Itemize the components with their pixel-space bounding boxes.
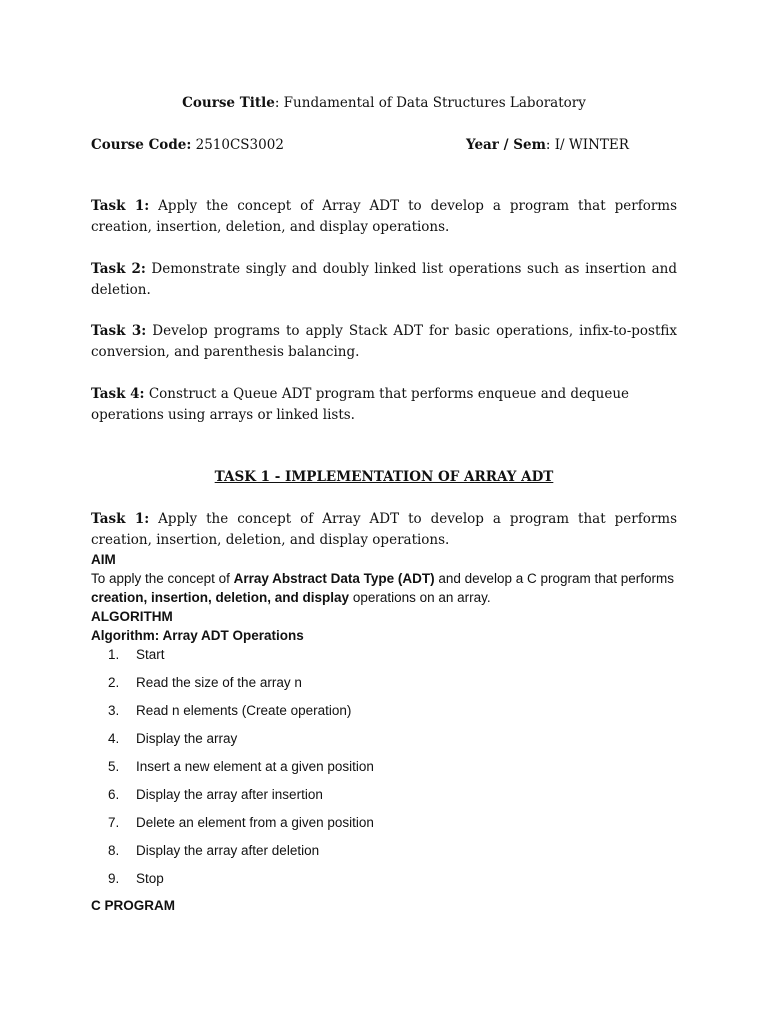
- algorithm-step: [108, 701, 374, 729]
- year-sem-label: Year / Sem: [466, 137, 546, 153]
- algorithm-step: [108, 785, 374, 813]
- aim-text: [91, 569, 691, 607]
- step-number: 6.: [108, 787, 120, 802]
- task-4-label: Task 4:: [91, 386, 145, 402]
- aim-text-bold-2: creation, insertion, deletion, and display: [91, 590, 350, 605]
- step-number: 9.: [108, 871, 120, 886]
- step-number: 2.: [108, 675, 120, 690]
- algorithm-step: [108, 729, 374, 757]
- step-text: Start: [136, 647, 165, 662]
- step-number: 7.: [108, 815, 120, 830]
- task-2-label: Task 2:: [91, 261, 146, 277]
- step-text: Display the array after insertion: [136, 787, 323, 802]
- step-number: 5.: [108, 759, 120, 774]
- algorithm-step: [108, 673, 374, 701]
- section-task-label: Task 1:: [91, 511, 150, 527]
- task-2-paragraph: [91, 259, 677, 301]
- step-text: Read n elements (Create operation): [136, 703, 352, 718]
- task-1-paragraph: [91, 196, 677, 238]
- task-3-label: Task 3:: [91, 323, 147, 339]
- course-title-line: [0, 93, 768, 114]
- section-heading: [0, 467, 768, 488]
- course-title-label: Course Title: [182, 95, 275, 111]
- algorithm-heading: ALGORITHM: [91, 609, 173, 624]
- year-sem-value: : I/ WINTER: [545, 137, 629, 153]
- algorithm-step: [108, 841, 374, 869]
- algorithm-subheading: Algorithm: Array ADT Operations: [91, 628, 304, 643]
- step-text: Delete an element from a given position: [136, 815, 374, 830]
- step-text: Stop: [136, 871, 164, 886]
- section-heading-text: TASK 1 - IMPLEMENTATION OF ARRAY ADT: [214, 469, 554, 485]
- task-1-label: Task 1:: [91, 198, 150, 214]
- aim-heading: AIM: [91, 552, 116, 567]
- task-3-paragraph: [91, 321, 677, 363]
- course-code-value: 2510CS3002: [191, 137, 284, 153]
- step-number: 8.: [108, 843, 120, 858]
- algorithm-steps-list: [108, 645, 374, 897]
- c-program-heading: C PROGRAM: [91, 898, 175, 913]
- algorithm-step: [108, 813, 374, 841]
- section-task-text: Apply the concept of Array ADT to develop a program that performs creation, insertion, deletion, and display operations.: [91, 511, 677, 548]
- step-text: Display the array after deletion: [136, 843, 320, 858]
- task-1-text: Apply the concept of Array ADT to develop a program that performs creation, insertion, deletion, and display operations.: [91, 198, 677, 235]
- task-2-text: Demonstrate singly and doubly linked list operations such as insertion and deletion.: [91, 261, 677, 298]
- section-task-paragraph: [91, 509, 677, 551]
- step-text: Display the array: [136, 731, 238, 746]
- step-text: Insert a new element at a given position: [136, 759, 374, 774]
- step-number: 4.: [108, 731, 120, 746]
- course-code-line: [91, 135, 284, 156]
- aim-text-part-3: operations on an array.: [349, 590, 491, 605]
- course-code-label: Course Code:: [91, 137, 192, 153]
- course-title-value: : Fundamental of Data Structures Laboratory: [274, 95, 586, 111]
- algorithm-step: [108, 869, 374, 897]
- algorithm-step: [108, 757, 374, 785]
- task-3-text: Develop programs to apply Stack ADT for basic operations, infix-to-postfix conversion, and parenthesis balancing.: [91, 323, 677, 360]
- aim-text-bold-1: Array Abstract Data Type (ADT): [233, 571, 435, 586]
- step-number: 1.: [108, 647, 120, 662]
- algorithm-step: [108, 645, 374, 673]
- task-4-text: Construct a Queue ADT program that performs enqueue and dequeue operations using arrays or linked lists.: [91, 386, 630, 423]
- year-sem-line: [466, 135, 629, 156]
- step-text: Read the size of the array n: [136, 675, 302, 690]
- aim-text-part-2: and develop a C program that performs: [434, 571, 675, 586]
- step-number: 3.: [108, 703, 120, 718]
- task-4-paragraph: [91, 384, 677, 426]
- aim-text-part-1: To apply the concept of: [91, 571, 234, 586]
